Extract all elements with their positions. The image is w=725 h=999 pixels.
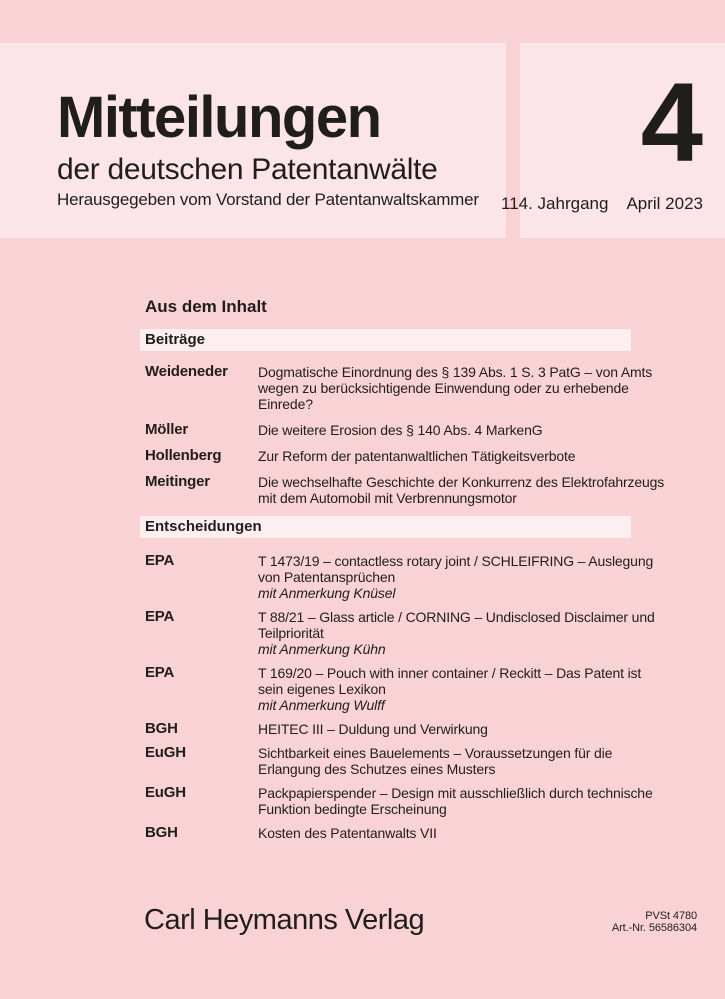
toc-entry — [145, 745, 685, 777]
entry-title-cell — [258, 745, 685, 777]
entry-title-cell — [258, 448, 685, 464]
section-band-beitraege: Beiträge — [140, 329, 631, 351]
entry-title-cell — [258, 825, 685, 841]
entry-title: T 169/20 – Pouch with inner container / Reckitt – Das Patent ist sein eigenes Lexikon — [258, 665, 642, 697]
toc-entry — [145, 721, 685, 737]
entry-title-cell — [258, 364, 685, 412]
table-of-contents — [145, 298, 685, 849]
toc-entry — [145, 785, 685, 817]
volume-label: 114. Jahrgang — [501, 194, 609, 213]
entry-court: EPA — [145, 664, 175, 681]
entry-court: BGH — [145, 824, 178, 841]
toc-entry — [145, 448, 685, 464]
journal-title: Mitteilungen — [57, 85, 381, 150]
entry-annotation: mit Anmerkung Kühn — [258, 641, 386, 657]
footer-codes — [612, 910, 697, 934]
entry-title: Die weitere Erosion des § 140 Abs. 4 MarkenG — [258, 422, 543, 438]
article-number: Art.-Nr. 56586304 — [611, 922, 697, 934]
entry-title-cell — [258, 422, 685, 438]
entry-annotation: mit Anmerkung Knüsel — [258, 585, 396, 601]
entry-title: T 1473/19 – contactless rotary joint / SCHLEIFRING – Auslegung von Patentansprüchen — [258, 553, 654, 585]
entry-court: EuGH — [145, 744, 186, 761]
entry-title-cell — [258, 665, 685, 713]
issue-panel — [501, 43, 725, 238]
entry-title: Kosten des Patentanwalts VII — [258, 825, 437, 841]
issue-date: April 2023 — [626, 194, 703, 213]
publisher-name: Carl Heymanns Verlag — [144, 904, 425, 936]
entry-title: Die wechselhafte Geschichte der Konkurrenz des Elektrofahrzeugs mit dem Automobil mit Verbrennungsmotor — [258, 474, 665, 506]
entry-author: Hollenberg — [145, 447, 222, 464]
entry-court: BGH — [145, 720, 178, 737]
entry-title-cell — [258, 609, 685, 657]
entry-title: HEITEC III – Duldung und Verwirkung — [258, 721, 488, 737]
toc-entry — [145, 609, 685, 657]
journal-publisher-line: Herausgegeben vom Vorstand der Patentanwaltskammer — [57, 190, 479, 209]
journal-subtitle: der deutschen Patentanwälte — [57, 153, 438, 186]
issue-number: 4 — [640, 60, 703, 185]
entry-court: EuGH — [145, 784, 186, 801]
pvst-number: PVSt 4780 — [645, 910, 697, 922]
entry-title-cell — [258, 785, 685, 817]
entry-author: Möller — [145, 421, 188, 438]
toc-entry — [145, 422, 685, 438]
section-beitraege — [145, 364, 685, 506]
entry-title: Zur Reform der patentanwaltlichen Tätigkeitsverbote — [258, 448, 576, 464]
entry-annotation: mit Anmerkung Wulff — [258, 697, 385, 713]
entry-title: T 88/21 – Glass article / CORNING – Undisclosed Disclaimer und Teilpriorität — [258, 609, 655, 641]
entry-court: EPA — [145, 552, 175, 569]
masthead-panel — [0, 43, 506, 238]
toc-entry — [145, 825, 685, 841]
toc-entry — [145, 474, 685, 506]
entry-author: Weideneder — [145, 363, 228, 380]
section-entscheidungen — [145, 553, 685, 841]
entry-author: Meitinger — [145, 473, 210, 490]
entry-title-cell — [258, 474, 685, 506]
entry-court: EPA — [145, 608, 175, 625]
toc-entry — [145, 665, 685, 713]
entry-title-cell — [258, 721, 685, 737]
entry-title: Sichtbarkeit eines Bauelements – Voraussetzungen für die Erlangung des Schutzes eines Musters — [258, 745, 613, 777]
entry-title-cell — [258, 553, 685, 601]
toc-heading: Aus dem Inhalt — [145, 297, 267, 316]
toc-entry — [145, 364, 685, 412]
entry-title: Packpapierspender – Design mit ausschließlich durch technische Funktion bedingte Erscheinung — [258, 785, 653, 817]
entry-title: Dogmatische Einordnung des § 139 Abs. 1 S. 3 PatG – von Amts wegen zu berücksichtigende Einwendung oder zu erhebende Einrede? — [258, 364, 653, 412]
toc-entry — [145, 553, 685, 601]
section-band-entscheidungen: Entscheidungen — [140, 516, 631, 538]
issue-meta — [501, 195, 703, 212]
